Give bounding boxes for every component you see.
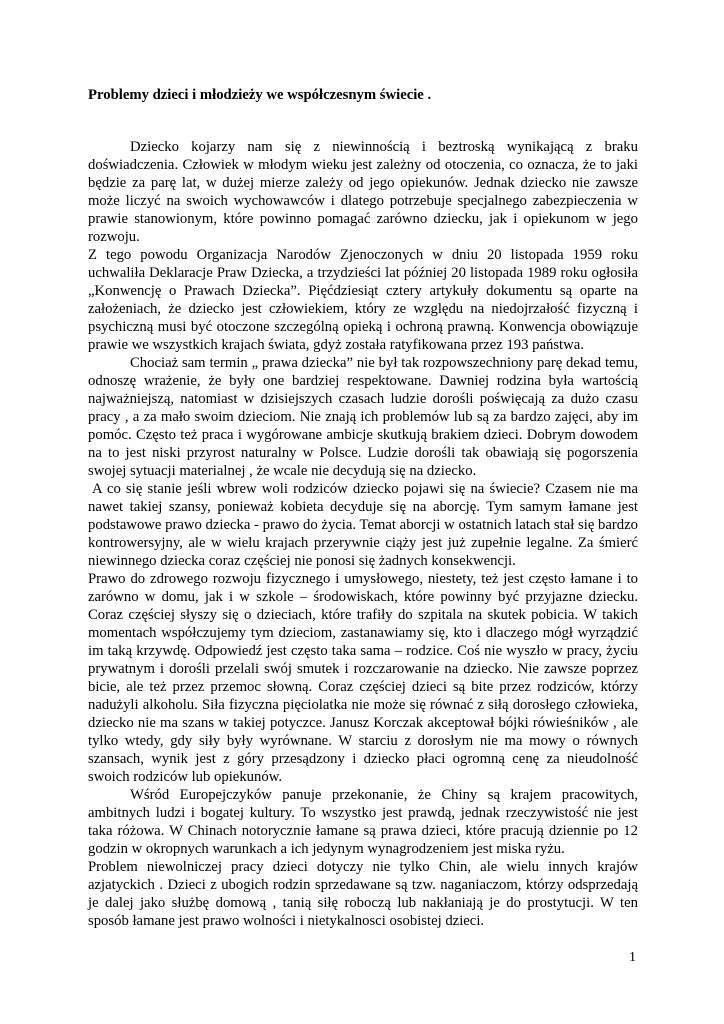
section-3 xyxy=(88,570,638,786)
paragraph-1: Dziecko kojarzy nam się z niewinnością i beztroską wynikającą z braku doświadczenia. Człowiek w młodym wieku jest zależny od otoczenia, co oznacza, że to jaki będzie za parę lat, w dużej mierze zależy od jego opiekunów. Jednak dziecko nie zawsze może liczyć na swoich wychowawców i dlatego potrzebuje specjalnego zabezpieczenia w prawie stanowionym, które powinno pomagać zarówno dziecku, jak i opiekunom w jego rozwoju. xyxy=(88,139,638,245)
paragraph-3: Chociaż sam termin „ prawa dziecka” nie był tak rozpowszechniony parę dekad temu, odnoszę wrażenie, że były one bardziej respektowane. Dawniej rodzina była wartością najważniejszą, natomiast w dzisiejszych czasach ludzie dorośli poświęcają za dużo czasu pracy , a za mało swoim dzieciom. Nie znają ich problemów lub są za bardzo zajęci, aby im pomóc. Często też praca i wygórowane ambicje skutkują brakiem dzieci. Dobrym dowodem na to jest niski przyrost naturalny w Polsce. Ludzie dorośli tak obawiają się pogorszenia swojej sytuacji materialnej , że wcale nie decydują się na dziecko. xyxy=(88,355,638,479)
section-1 xyxy=(88,138,638,354)
page-number: 1 xyxy=(629,950,636,965)
paragraph-6: Wśród Europejczyków panuje przekonanie, że Chiny są krajem pracowitych, ambitnych ludzi i bogatej kultury. To wszystko jest prawdą, jednak rzeczywistość nie jest taka różowa. W Chinach notorycznie łamane są prawa dzieci, które pracują dziennie po 12 godzin w okropnych warunkach a ich jedynym wynagrodzeniem jest miska ryżu. xyxy=(88,787,638,857)
section-2 xyxy=(88,354,638,570)
document-title: Problemy dzieci i młodzieży we współczesnym świecie . xyxy=(88,87,432,103)
paragraph-7: Problem niewolniczej pracy dzieci dotyczy nie tylko Chin, ale wielu innych krajów azjatyckich . Dzieci z ubogich rodzin sprzedawane są tzw. naganiaczom, którzy odsprzedają je dalej jako służbę domową , tanią siłę roboczą lub nakłaniają je do prostytucji. W ten sposób łamane jest prawo wolności i nietykalnosci osobistej dzieci. xyxy=(88,859,638,929)
paragraph-5: Prawo do zdrowego rozwoju fizycznego i umysłowego, niestety, też jest często łamane i to zarówno w domu, jak i w szkole – środowiskach, które powinny być przyjazne dziecku. Coraz częściej słyszy się o dzieciach, które trafiły do szpitala na skutek pobicia. W takich momentach współczujemy tym dzieciom, zastanawiamy się, kto i dlaczego mógł wyrządzić im taką krzywdę. Odpowiedź jest często taka sama – rodzice. Coś nie wyszło w pracy, życiu prywatnym i dorośli przelali swój smutek i rozczarowanie na dziecko. Nie zawsze poprzez bicie, ale też przez przemoc słowną. Coraz częściej dzieci są bite przez rodziców, którzy nadużyli alkoholu. Siła fizyczna pięciolatka nie może się równać z siłą dorosłego człowieka, dziecko nie ma szans w takiej potyczce. Janusz Korczak akceptował bójki rówieśników , ale tylko wtedy, gdy siły były wyrównane. W starciu z dorosłym nie ma mowy o równych szansach, wynik jest z góry przesądzony i dziecko płaci ogromną cenę za nieudolność swoich rodziców lub opiekunów. xyxy=(88,571,638,785)
paragraph-2: Z tego powodu Organizacja Narodów Zjenoczonych w dniu 20 listopada 1959 roku uchwaliła Deklaracje Praw Dziecka, a trzydzieści lat później 20 listopada 1989 roku ogłosiła „Konwencję o Prawach Dziecka”. Pięćdziesiąt cztery artykuły dokumentu są oparte na założeniach, że dziecko jest człowiekiem, który ze względu na niedojrzałość fizyczną i psychiczną musi być otoczone szczególną opieką i ochroną prawną. Konwencja obowiązuje prawie we wszystkich krajach świata, gdyż została ratyfikowana przez 193 państwa. xyxy=(88,247,638,353)
section-4 xyxy=(88,786,638,930)
paragraph-4: A co się stanie jeśli wbrew woli rodziców dziecko pojawi się na świecie? Czasem nie ma nawet takiej szansy, ponieważ kobieta decyduje się na aborcję. Tym samym łamane jest podstawowe prawo dziecka - prawo do życia. Temat aborcji w ostatnich latach stał się bardzo kontrowersyjny, ale w wielu krajach przerywnie ciąży jest już zupełnie legalne. Za śmierć niewinnego dziecka coraz częściej nie ponosi się żadnych konsekwencji. xyxy=(88,481,638,569)
